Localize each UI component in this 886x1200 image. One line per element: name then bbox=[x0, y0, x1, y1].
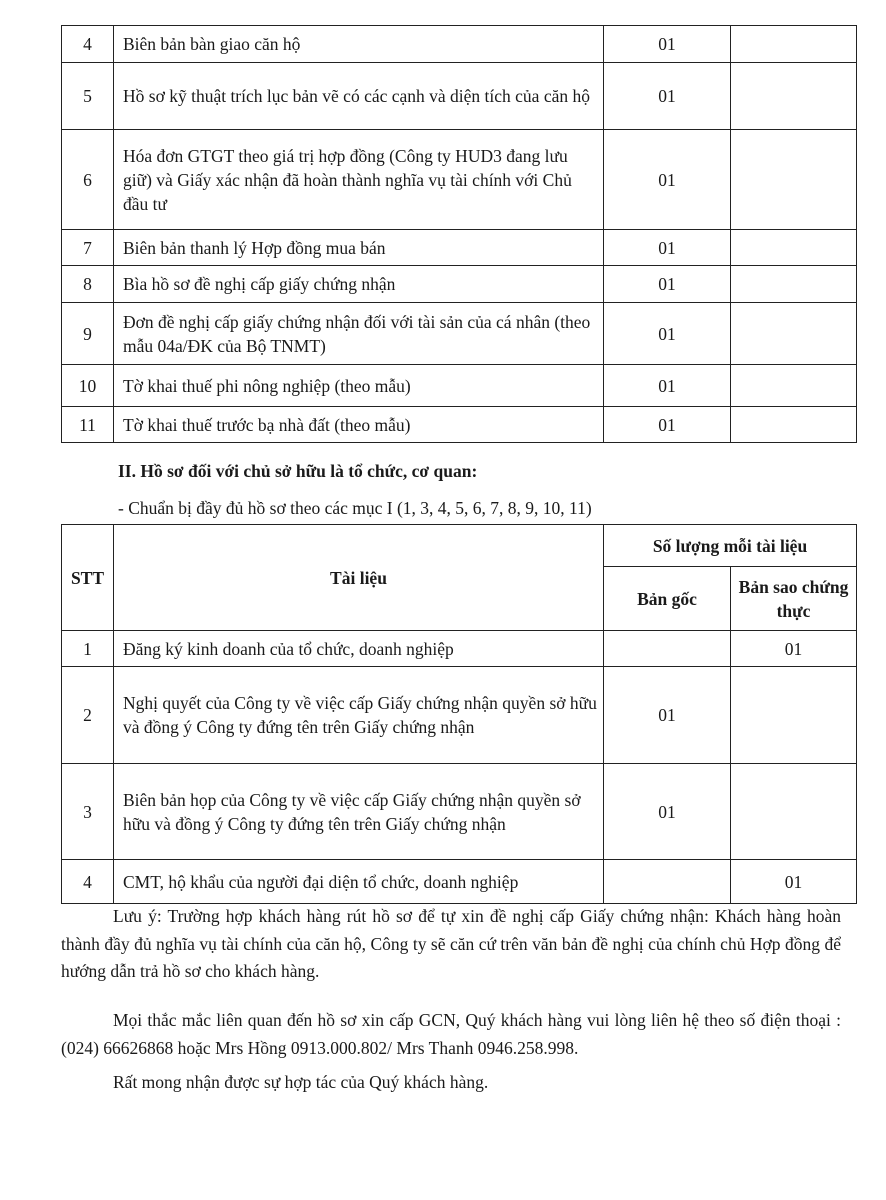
stt-cell: 10 bbox=[62, 365, 114, 407]
original-count-cell: 01 bbox=[604, 407, 731, 443]
document-cell: Hóa đơn GTGT theo giá trị hợp đồng (Công ty HUD3 đang lưu giữ) và Giấy xác nhận đã hoàn thành nghĩa vụ tài chính với Chủ đầu tư bbox=[114, 130, 604, 230]
original-count-cell bbox=[604, 860, 731, 904]
original-count-cell: 01 bbox=[604, 667, 731, 764]
header-certified-copy: Bản sao chứng thực bbox=[731, 567, 857, 631]
original-count-cell: 01 bbox=[604, 303, 731, 365]
table-row bbox=[62, 130, 857, 230]
table-row bbox=[62, 365, 857, 407]
document-cell: Hồ sơ kỹ thuật trích lục bản vẽ có các cạnh và diện tích của căn hộ bbox=[114, 63, 604, 130]
thanks-text: Rất mong nhận được sự hợp tác của Quý khách hàng. bbox=[113, 1072, 489, 1092]
certified-copy-count-cell: 01 bbox=[731, 860, 857, 904]
section-2-instruction: - Chuẩn bị đầy đủ hồ sơ theo các mục I (1, 3, 4, 5, 6, 7, 8, 9, 10, 11) bbox=[118, 498, 592, 518]
table-row bbox=[62, 303, 857, 365]
stt-cell: 1 bbox=[62, 631, 114, 667]
stt-cell: 6 bbox=[62, 130, 114, 230]
table-row bbox=[62, 667, 857, 764]
certified-copy-count-cell bbox=[731, 230, 857, 266]
document-cell: Bìa hồ sơ đề nghị cấp giấy chứng nhận bbox=[114, 266, 604, 303]
thanks-paragraph bbox=[61, 1069, 841, 1097]
document-cell: Tờ khai thuế phi nông nghiệp (theo mẫu) bbox=[114, 365, 604, 407]
stt-cell: 9 bbox=[62, 303, 114, 365]
stt-cell: 2 bbox=[62, 667, 114, 764]
document-cell: Đơn đề nghị cấp giấy chứng nhận đối với tài sản của cá nhân (theo mẫu 04a/ĐK của Bộ TNMT) bbox=[114, 303, 604, 365]
table-row bbox=[62, 26, 857, 63]
note-paragraph bbox=[61, 903, 841, 986]
table-row bbox=[62, 631, 857, 667]
table-row bbox=[62, 860, 857, 904]
original-count-cell: 01 bbox=[604, 764, 731, 860]
header-original: Bản gốc bbox=[604, 567, 731, 631]
header-document: Tài liệu bbox=[114, 525, 604, 631]
header-quantity-group: Số lượng mỗi tài liệu bbox=[604, 525, 857, 567]
certified-copy-count-cell bbox=[731, 63, 857, 130]
document-cell: Biên bản thanh lý Hợp đồng mua bán bbox=[114, 230, 604, 266]
table-row bbox=[62, 764, 857, 860]
certified-copy-count-cell bbox=[731, 667, 857, 764]
document-cell: Đăng ký kinh doanh của tổ chức, doanh nghiệp bbox=[114, 631, 604, 667]
certified-copy-count-cell bbox=[731, 26, 857, 63]
contact-text: Mọi thắc mắc liên quan đến hồ sơ xin cấp GCN, Quý khách hàng vui lòng liên hệ theo số điện thoại : (024) 66626868 hoặc Mrs Hồng 0913.000.802/ Mrs Thanh 0946.258.998. bbox=[61, 1010, 841, 1058]
certified-copy-count-cell bbox=[731, 303, 857, 365]
original-count-cell: 01 bbox=[604, 26, 731, 63]
header-stt: STT bbox=[62, 525, 114, 631]
certified-copy-count-cell: 01 bbox=[731, 631, 857, 667]
documents-table-organization bbox=[61, 524, 857, 904]
stt-cell: 7 bbox=[62, 230, 114, 266]
table-row bbox=[62, 407, 857, 443]
document-cell: Tờ khai thuế trước bạ nhà đất (theo mẫu) bbox=[114, 407, 604, 443]
original-count-cell: 01 bbox=[604, 130, 731, 230]
certified-copy-count-cell bbox=[731, 266, 857, 303]
stt-cell: 4 bbox=[62, 860, 114, 904]
certified-copy-count-cell bbox=[731, 130, 857, 230]
table-row bbox=[62, 266, 857, 303]
certified-copy-count-cell bbox=[731, 407, 857, 443]
stt-cell: 8 bbox=[62, 266, 114, 303]
certified-copy-count-cell bbox=[731, 365, 857, 407]
documents-table-individual bbox=[61, 25, 857, 443]
document-cell: Biên bản bàn giao căn hộ bbox=[114, 26, 604, 63]
original-count-cell bbox=[604, 631, 731, 667]
original-count-cell: 01 bbox=[604, 365, 731, 407]
original-count-cell: 01 bbox=[604, 230, 731, 266]
certified-copy-count-cell bbox=[731, 764, 857, 860]
stt-cell: 11 bbox=[62, 407, 114, 443]
stt-cell: 5 bbox=[62, 63, 114, 130]
table-header-row bbox=[62, 525, 857, 567]
document-cell: Biên bản họp của Công ty về việc cấp Giấy chứng nhận quyền sở hữu và đồng ý Công ty đứng tên trên Giấy chứng nhận bbox=[114, 764, 604, 860]
stt-cell: 4 bbox=[62, 26, 114, 63]
document-cell: Nghị quyết của Công ty về việc cấp Giấy chứng nhận quyền sở hữu và đồng ý Công ty đứng tên trên Giấy chứng nhận bbox=[114, 667, 604, 764]
original-count-cell: 01 bbox=[604, 63, 731, 130]
table-row bbox=[62, 230, 857, 266]
document-cell: CMT, hộ khẩu của người đại diện tổ chức, doanh nghiệp bbox=[114, 860, 604, 904]
table-row bbox=[62, 63, 857, 130]
section-2-title: II. Hồ sơ đối với chủ sở hữu là tổ chức, cơ quan: bbox=[118, 461, 478, 481]
note-text: Lưu ý: Trường hợp khách hàng rút hồ sơ để tự xin đề nghị cấp Giấy chứng nhận: Khách hàng hoàn thành đầy đủ nghĩa vụ tài chính của căn hộ, Công ty sẽ căn cứ trên văn bản đề nghị của chính chủ Hợp đồng để hướng dẫn trả hồ sơ cho khách hàng. bbox=[61, 906, 841, 981]
contact-paragraph bbox=[61, 1007, 841, 1062]
stt-cell: 3 bbox=[62, 764, 114, 860]
original-count-cell: 01 bbox=[604, 266, 731, 303]
